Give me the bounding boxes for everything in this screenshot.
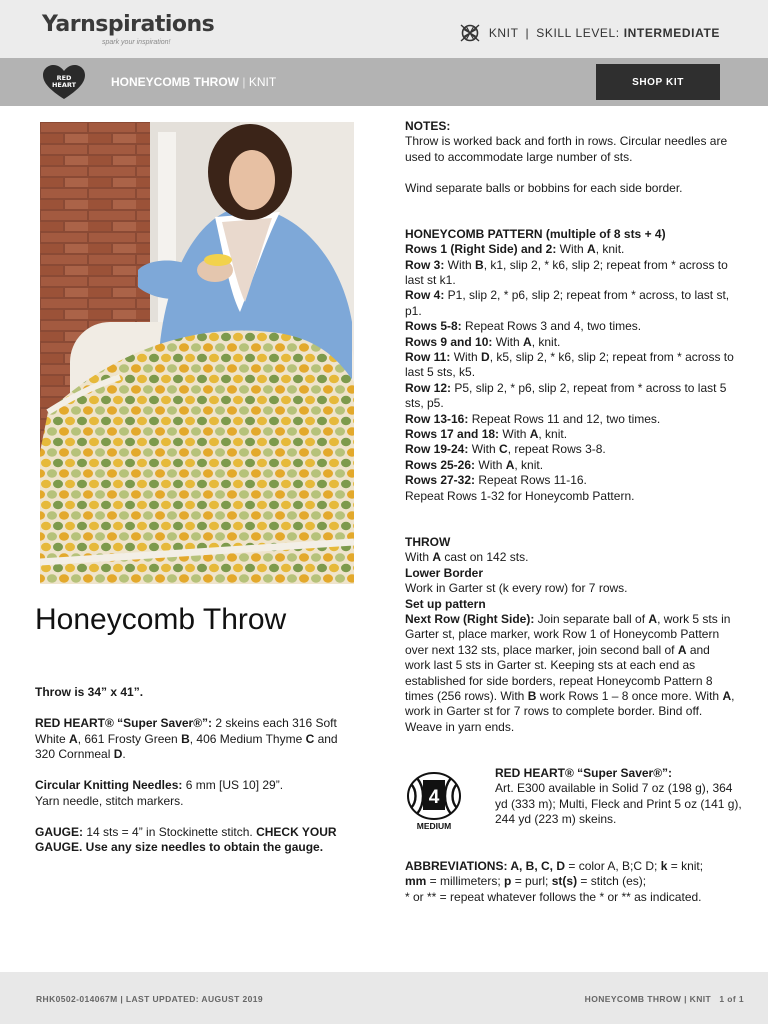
abbr-term: k — [660, 859, 668, 873]
row-text: With — [556, 242, 588, 257]
footer — [0, 972, 768, 1024]
gauge-label: GAUGE: — [35, 824, 83, 839]
notes-text: Throw is worked back and forth in rows. Circular needles are used to accommodate large number of sts. — [405, 134, 728, 164]
abbr-def: = color A, B;C D; — [565, 859, 661, 873]
abbr-def: = knit; — [667, 859, 704, 873]
color-code: A — [523, 334, 532, 349]
gauge-text: 14 sts = 4” in Stockinette stitch. — [83, 824, 257, 839]
color-code: A — [677, 642, 687, 657]
throw-heading: THROW — [405, 534, 451, 549]
row-text: P1, slip 2, * p6, slip 2; repeat from * across, to last st, p1. — [405, 288, 730, 318]
color-code: A — [529, 427, 539, 442]
logo-tagline: spark your inspiration! — [102, 39, 171, 46]
yarn-text: , 661 Frosty Green — [77, 731, 182, 746]
row-text: Repeat Rows 3 and 4, two times. — [461, 319, 642, 334]
row-text: Repeat Rows 11-16. — [475, 473, 587, 488]
shop-kit-button[interactable]: SHOP KIT — [596, 64, 720, 100]
color-code: A — [505, 457, 515, 472]
pattern-row — [405, 242, 735, 257]
abbr-def: = millimeters; — [426, 874, 505, 889]
abbreviations — [405, 859, 735, 905]
finished-size: Throw is 34” x 41”. — [35, 685, 144, 699]
row-text: , knit. — [531, 334, 561, 349]
materials-section — [35, 685, 357, 871]
abbreviations-label: ABBREVIATIONS: — [405, 859, 508, 873]
row-text: With — [450, 350, 482, 365]
row-text: and work last 5 sts in Garter st. Keeping sts at each end as established for side borders, repeat Honeycomb Pattern 8 times (256 rows). With — [405, 642, 713, 703]
row-text: With — [475, 457, 506, 472]
row-label: Next Row (Right Side): — [405, 611, 535, 626]
row-text: cast on 142 sts. — [441, 550, 529, 565]
row-label: Row 13-16: — [405, 411, 469, 426]
svg-text:RED: RED — [56, 74, 72, 82]
row-label: Row 3: — [405, 257, 445, 272]
color-code: B — [181, 731, 190, 746]
notions-text: Yarn needle, stitch markers. — [35, 793, 184, 808]
row-text: With — [405, 550, 433, 565]
row-text: , work 5 sts in Garter st, place marker, work Row 1 of Honeycomb Pattern over next 132 sts, place marker, join second ball of — [405, 611, 731, 657]
pattern-row — [405, 473, 735, 488]
color-code: C — [499, 442, 508, 457]
color-code: B — [527, 688, 537, 703]
skill-label: SKILL LEVEL: — [536, 26, 620, 40]
yarn-ball-icon — [460, 23, 480, 43]
row-label: Row 11: — [405, 350, 451, 365]
cast-on-text — [405, 550, 735, 565]
svg-text:HEART: HEART — [51, 81, 77, 89]
pattern-row — [405, 442, 735, 457]
color-code: C — [305, 731, 315, 746]
pattern-row — [405, 458, 735, 473]
row-label: Rows 1 (Right Side) and 2: — [405, 242, 557, 257]
yarn-label: RED HEART® “Super Saver®”: — [35, 716, 213, 730]
color-code: A — [432, 550, 442, 565]
notes-heading: NOTES: — [405, 119, 451, 133]
row-text: , k5, slip 2, * k6, slip 2; repeat from * across to last 5 sts, k5. — [405, 350, 734, 380]
skill-value: INTERMEDIATE — [623, 26, 720, 40]
page-number: 1 of 1 — [719, 994, 744, 1004]
row-label: Row 12: — [405, 380, 452, 395]
yarnspirations-logo[interactable] — [42, 12, 215, 46]
color-code: A — [722, 688, 732, 703]
svg-text:4: 4 — [428, 787, 440, 808]
needles-notions — [35, 778, 357, 809]
gauge-check: CHECK YOUR GAUGE. Use any size needles to obtain the gauge. — [35, 824, 337, 854]
color-code: D — [113, 747, 123, 761]
last-updated: LAST UPDATED: AUGUST 2019 — [125, 994, 263, 1004]
needles-label: Circular Knitting Needles: — [35, 778, 183, 792]
top-header — [0, 0, 768, 58]
color-code: A — [648, 611, 658, 626]
row-label: Rows 17 and 18: — [405, 427, 500, 442]
row-text: , repeat Rows 3-8. — [507, 442, 606, 457]
pattern-row — [405, 319, 735, 334]
row-text: , knit. — [595, 242, 625, 257]
yarn-text: . — [122, 747, 126, 761]
row-text: With — [492, 334, 524, 349]
setup-heading: Set up pattern — [405, 596, 486, 611]
row-text: Repeat Rows 11 and 12, two times. — [468, 411, 661, 426]
header-separator: | — [525, 26, 530, 40]
abbr-def: = stitch (es); — [577, 874, 647, 889]
color-code: D — [481, 350, 490, 365]
pattern-row — [405, 412, 735, 427]
footer-meta: RHK0502-014067M | LAST UPDATED: AUGUST 2019 — [36, 994, 263, 1004]
pattern-row — [405, 288, 735, 319]
yarn-weight-heading: RED HEART® “Super Saver®”: — [495, 766, 673, 780]
pattern-code: RHK0502-014067M — [36, 994, 118, 1004]
title-band — [0, 58, 768, 106]
yarn-weight-block — [405, 766, 742, 836]
next-row-text — [405, 612, 735, 735]
notes-text: Wind separate balls or bobbins for each side border. — [405, 180, 683, 195]
honeycomb-heading: HONEYCOMB PATTERN (multiple of 8 sts + 4) — [405, 226, 666, 241]
footer-craft: KNIT — [689, 994, 712, 1004]
row-label: Row 4: — [405, 288, 445, 303]
pattern-row — [405, 381, 735, 412]
pattern-row — [405, 335, 735, 350]
title-separator: | — [242, 75, 246, 89]
row-text: With — [468, 442, 500, 457]
pattern-row — [405, 350, 735, 381]
lower-border-heading: Lower Border — [405, 565, 484, 580]
footer-title: HONEYCOMB THROW — [584, 994, 682, 1004]
throw-photo — [40, 122, 354, 584]
red-heart-logo[interactable] — [42, 65, 86, 101]
row-text: , knit. — [514, 457, 544, 472]
abbr-term: mm — [405, 874, 427, 889]
row-label: Rows 25-26: — [405, 457, 476, 472]
color-code: A — [69, 731, 78, 746]
instructions-section — [405, 119, 735, 735]
abbr-def: * or ** = repeat whatever follows the * or ** as indicated. — [405, 889, 702, 904]
row-label: Row 19-24: — [405, 442, 469, 457]
skill-level-info — [460, 23, 720, 43]
abbr-term: A, B, C, D — [507, 859, 566, 873]
row-text: Join separate ball of — [534, 611, 649, 626]
yarn-weight-text — [495, 766, 745, 828]
needles-text: 6 mm [US 10] 29”. — [182, 778, 284, 792]
yarn-weight-details: Art. E300 available in Solid 7 oz (198 g), 364 yd (333 m); Multi, Fleck and Print 5 oz (141 g), 244 yd (223 m) skeins. — [495, 781, 742, 827]
row-text: , work in Garter st for 7 rows to complete border. Bind off. Weave in yarn ends. — [405, 688, 735, 734]
pattern-row — [405, 427, 735, 442]
row-text: work Rows 1 – 8 once more. With — [536, 688, 723, 703]
pattern-title: HONEYCOMB THROW — [111, 75, 239, 89]
pattern-title-bar — [111, 75, 276, 89]
lower-border-text: Work in Garter st (k every row) for 7 rows. — [405, 581, 628, 596]
pattern-closing: Repeat Rows 1-32 for Honeycomb Pattern. — [405, 488, 635, 503]
row-text: With — [499, 427, 530, 442]
abbr-term: p — [504, 874, 512, 889]
row-text: With — [444, 257, 476, 272]
page-title: Honeycomb Throw — [35, 603, 287, 636]
pattern-row — [405, 258, 735, 289]
yarn-requirements — [35, 716, 357, 763]
row-text: , knit. — [538, 427, 568, 442]
craft-label: KNIT — [488, 26, 519, 40]
logo-wordmark: Yarnspirations — [42, 12, 215, 37]
pattern-craft: KNIT — [248, 75, 277, 89]
abbr-term: st(s) — [551, 874, 578, 889]
yarn-weight-4-medium-icon — [405, 770, 463, 832]
yarn-text: and 320 Cornmeal — [35, 731, 338, 761]
yarn-text: , 406 Medium Thyme — [189, 731, 306, 746]
row-text: , k1, slip 2, * k6, slip 2; repeat from * across to last st k1. — [405, 257, 728, 288]
row-label: Rows 5-8: — [405, 319, 462, 334]
gauge — [35, 825, 357, 856]
footer-page-info: HONEYCOMB THROW | KNIT 1 of 1 — [584, 994, 744, 1004]
color-code: B — [475, 257, 484, 272]
abbr-def: = purl; — [511, 874, 552, 889]
row-label: Rows 27-32: — [405, 473, 476, 488]
svg-text:MEDIUM: MEDIUM — [416, 821, 452, 831]
yarn-text: 2 skeins each 316 Soft White — [35, 716, 337, 746]
color-code: A — [587, 242, 596, 257]
row-text: P5, slip 2, * p6, slip 2, repeat from * across to last 5 sts, p5. — [405, 380, 727, 411]
row-label: Rows 9 and 10: — [405, 334, 493, 349]
